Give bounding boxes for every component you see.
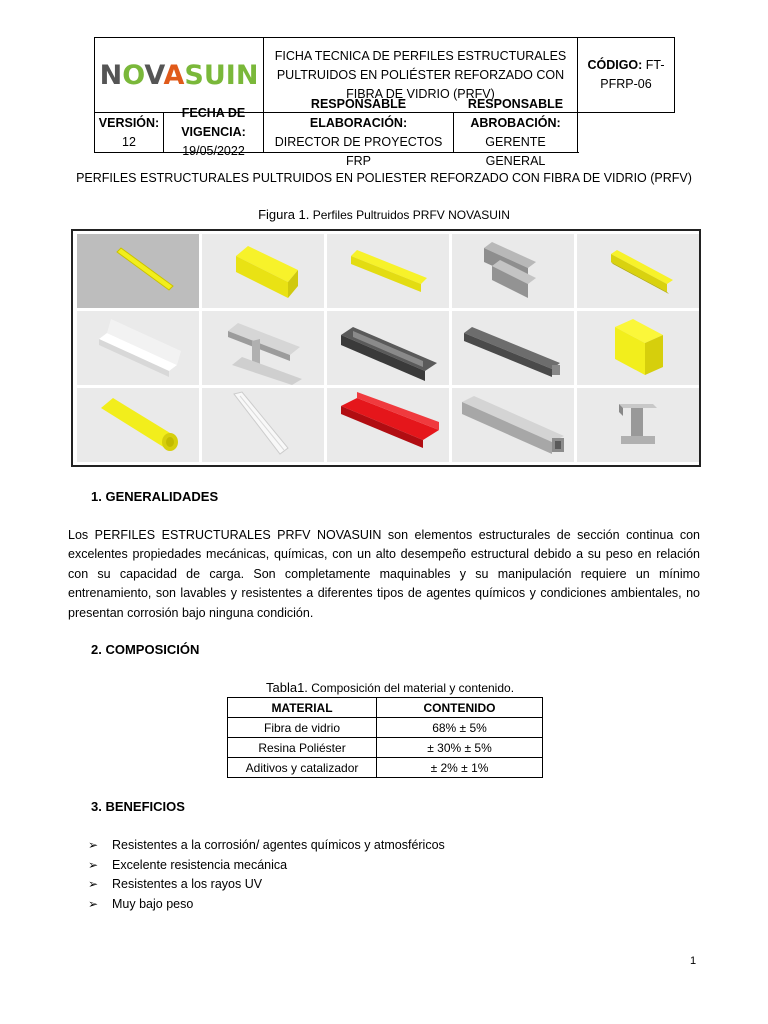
date-value: 19/05/2022 — [182, 144, 245, 158]
table-label: Tabla1. — [266, 680, 308, 695]
page-number: 1 — [690, 955, 697, 967]
cell-material: Fibra de vidrio — [228, 718, 377, 738]
date-label: FECHA DE VIGENCIA: — [181, 106, 246, 139]
aprob-value: GERENTE GENERAL — [485, 134, 546, 168]
col-contenido-header: CONTENIDO — [377, 698, 543, 718]
cell-material: Resina Poliéster — [228, 738, 377, 758]
table-row — [228, 758, 543, 778]
cell-contenido: ± 2% ± 1% — [377, 758, 543, 778]
logo-cell — [95, 38, 264, 113]
profile-square-tube-dark-image — [452, 311, 574, 385]
cell-material: Aditivos y catalizador — [228, 758, 377, 778]
list-item-text: Excelente resistencia mecánica — [112, 857, 288, 872]
table-row — [228, 718, 543, 738]
section1-body: Los PERFILES ESTRUCTURALES PRFV NOVASUIN son elementos estructurales de sección continua con excelentes propiedades mecánicas, químicas, con un alto desempeño estructural debido a su peso en relación con su capacidad de carga. Son completamente maquinables y su manipulación requiere un mínimo entrenamiento, son lavables y resistentes a diferentes tipos de agentes químicos y condiciones ambientales, no presentan corrosión bajo ninguna condición. — [68, 528, 700, 620]
list-item-text: Resistentes a la corrosión/ agentes químicos y atmosféricos — [112, 838, 445, 852]
profile-h-beam-image — [452, 234, 574, 308]
arrow-bullet-icon: ➢ — [88, 857, 99, 872]
col-material-header: MATERIAL — [228, 698, 377, 718]
figure-caption-text: Perfiles Pultruidos PRFV NOVASUIN — [309, 208, 510, 222]
cell-contenido: 68% ± 5% — [377, 718, 543, 738]
profile-square-tube-yellow-image — [577, 311, 699, 385]
responsables-cell — [264, 96, 578, 168]
profile-channel-red-image — [327, 388, 449, 462]
list-item — [88, 836, 445, 856]
profile-square-tube-gray-image — [452, 388, 574, 462]
list-item — [88, 895, 445, 915]
version-value: 12 — [122, 134, 136, 149]
doc-title: FICHA TECNICA DE PERFILES ESTRUCTURALES PULTRUIDOS EN POLIÉSTER REFORZADO CON FIBRA DE VIDRIO (PRFV) — [264, 38, 578, 113]
main-title: PERFILES ESTRUCTURALES PULTRUIDOS EN POLIESTER REFORZADO CON FIBRA DE VIDRIO (PRFV) — [76, 171, 692, 185]
benefits-list — [88, 836, 445, 914]
section3-heading: 3. BENEFICIOS — [91, 799, 185, 814]
novasuin-logo: NOVASUIN — [99, 59, 259, 91]
profile-plate-image — [327, 234, 449, 308]
table-row — [228, 738, 543, 758]
profile-round-bar-image — [77, 234, 199, 308]
elab-label: RESPONSABLE ELABORACIÓN: — [309, 96, 408, 130]
profile-i-beam-gray-image — [202, 311, 324, 385]
arrow-bullet-icon: ➢ — [88, 896, 99, 911]
list-item — [88, 875, 445, 895]
figure-caption — [0, 207, 768, 222]
profile-angle-image — [77, 311, 199, 385]
table-caption-text: Composición del material y contenido. — [307, 681, 515, 695]
list-item-text: Resistentes a los rayos UV — [112, 877, 263, 891]
elab-value: DIRECTOR DE PROYECTOS FRP — [274, 134, 443, 168]
profile-u-channel-dark-image — [327, 311, 449, 385]
table-caption — [266, 680, 514, 695]
version-cell — [95, 106, 264, 158]
profile-i-beam-short-image — [577, 388, 699, 462]
profiles-figure — [71, 229, 701, 467]
composition-table — [227, 697, 543, 778]
version-label: VERSIÓN: — [98, 115, 160, 130]
arrow-bullet-icon: ➢ — [88, 838, 99, 852]
figure-label: Figura 1. — [258, 207, 310, 222]
list-item — [88, 856, 445, 876]
header-table — [94, 37, 675, 168]
table-header-row — [228, 698, 543, 718]
code-value: FT-PFRP-06 — [600, 58, 665, 91]
section2-heading: 2. COMPOSICIÓN — [91, 642, 200, 657]
profile-solid-bar-image — [202, 234, 324, 308]
profile-channel-yellow-image — [577, 234, 699, 308]
arrow-bullet-icon: ➢ — [88, 877, 99, 891]
profile-white-sheet-image — [202, 388, 324, 462]
list-item-text: Muy bajo peso — [112, 896, 194, 911]
section1-heading: 1. GENERALIDADES — [91, 489, 219, 504]
cell-contenido: ± 30% ± 5% — [377, 738, 543, 758]
code-cell — [578, 38, 675, 113]
profile-round-tube-yellow-image — [77, 388, 199, 462]
aprob-label: RESPONSABLE ABROBACIÓN: — [467, 96, 564, 130]
code-label: CÓDIGO: — [587, 58, 643, 72]
